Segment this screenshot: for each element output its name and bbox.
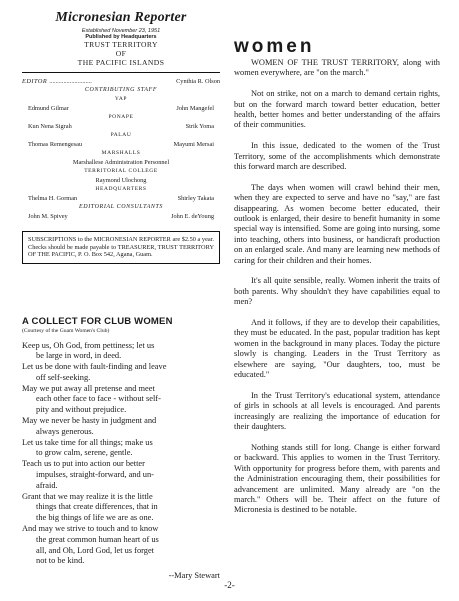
headquarters-names: [22, 194, 220, 203]
org-line-2: OF: [115, 49, 127, 58]
poem-line: things that create differences, that in: [36, 502, 158, 512]
article-body: [234, 58, 440, 516]
editor-row: [22, 77, 220, 86]
poem-line: afraid.: [36, 480, 58, 490]
poem-line: the great common human heart of us: [36, 534, 159, 544]
poem-line: each other face to face - without self-: [36, 394, 161, 404]
palau-name-left: Thomas Remengesau: [28, 141, 83, 148]
collect-title: A COLLECT FOR CLUB WOMEN: [22, 315, 173, 327]
article-paragraph: And it follows, if they are to develop their capabilities, they must be educated. In the past, popular tradition has kept women in the background in many places. Today the picture slowly is changing. Leaders in the Trust Territory as elsewhere are saying, "Our daughters, too, must be educated.": [234, 318, 440, 380]
consultants-names: [22, 212, 220, 221]
poem-line: Let us be done with fault-finding and leave: [22, 362, 167, 372]
article-title: women: [234, 36, 315, 57]
hq-name-right: Shirley Takata: [177, 195, 214, 202]
masthead-divider: [22, 72, 220, 73]
ponape-names: [22, 122, 220, 131]
editor-label: EDITOR: [22, 78, 48, 85]
headquarters-heading: HEADQUARTERS: [95, 186, 147, 192]
poem-line: Keep us, Oh God, from pettiness; let us: [22, 340, 155, 350]
established-line: Established November 23, 1951: [81, 28, 161, 34]
poem-line: Let us take time for all things; make us: [22, 437, 153, 447]
article-paragraph: In the Trust Territory's educational system, attendance of girls in schools at all levels is encouraged. And parents increasingly are realizing the importance of education for their daughters.: [234, 390, 440, 432]
poem-author: --Mary Stewart: [168, 571, 220, 581]
masthead-title: Micronesian Reporter: [55, 10, 187, 25]
contributing-staff-heading: CONTRIBUTING STAFF: [84, 87, 158, 93]
subscription-box: SUBSCRIPTIONS to the MICRONESIAN REPORTER are $2.50 a year. Checks should be made payable to TREASURER, TRUST TERRITORY OF THE PACIFIC, P. O. Box 542, Agana, Guam.: [22, 231, 220, 264]
article-paragraph: The days when women will crawl behind their men, when they are expected to serve and have no "say," are fast disappearing. As women become better educated, their outlook is enlarged, their desire to benefit humanity in some special way is intensified. Some are going into nursing, some into teaching, others into business, or handicraft production on an enlarged scale. And many are learning new methods of caring for their children and their homes.: [234, 182, 440, 265]
editor-dots: ...........................: [49, 78, 92, 85]
poem-line: And may we strive to touch and to know: [22, 524, 159, 534]
article-paragraph: Not on strike, not on a march to demand certain rights, but on the forward march toward better education, better health, better homes and better understanding of the affairs of their communities.: [234, 89, 440, 130]
palau-heading: PALAU: [110, 132, 132, 138]
marshalls-name: Marshallese Administration Personnel: [72, 159, 170, 166]
yap-names: [22, 104, 220, 113]
collect-courtesy: (Courtesy of the Guam Women's Club): [22, 327, 110, 334]
article-paragraph: WOMEN OF THE TRUST TERRITORY, along with women everywhere, are "on the march.": [234, 58, 440, 78]
yap-name-right: John Mangefel: [176, 105, 214, 112]
poem-line: to grow calm, serene, gentle.: [36, 448, 133, 458]
consultant-name-right: John E. deYoung: [171, 213, 214, 220]
org-line-3: THE PACIFIC ISLANDS: [77, 58, 165, 67]
poem-line: Teach us to put into action our better: [22, 459, 145, 469]
poem-line: pity and without prejudice.: [36, 405, 127, 415]
collect-poem: [22, 341, 220, 568]
yap-heading: YAP: [114, 96, 128, 102]
article-paragraph: It's all quite sensible, really. Women inherit the traits of both parents. Why shouldn't they have capabilities equal to men?: [234, 276, 440, 307]
hq-name-left: Thelma H. Gorman: [28, 195, 78, 202]
poem-line: May we put away all pretense and meet: [22, 383, 155, 393]
org-line-1: TRUST TERRITORY: [84, 40, 158, 49]
college-name: Raymond Ulochong: [95, 177, 147, 184]
poem-line: always generous.: [36, 426, 94, 436]
staff-box: [22, 77, 220, 221]
ponape-heading: PONAPE: [108, 114, 134, 120]
ponape-name-left: Kun Nena Sigrah: [28, 123, 72, 130]
published-by-line: Published by Headquarters: [85, 34, 157, 40]
consultant-name-left: John M. Spivey: [28, 213, 68, 220]
palau-name-right: Mayumi Mersai: [173, 141, 214, 148]
college-heading: TERRITORIAL COLLEGE: [84, 168, 158, 174]
editor-name: Cynthia R. Olson: [176, 78, 220, 85]
left-column: [22, 10, 220, 580]
article-paragraph: Nothing stands still for long. Change is either forward or backward. This applies to women in the Trust Territory. With opportunity for progress before them, with parents and the Administration encouraging them, their possibilities for advancement are unlimited. Many already are "on the march." Others will be. Their affect on the future of Micronesia is destined to be notable.: [234, 442, 440, 515]
ponape-name-right: Strik Yoma: [185, 123, 214, 130]
article-paragraph: In this issue, dedicated to the women of the Trust Territory, some of the accomplishments which demonstrate this forward march are described.: [234, 141, 440, 172]
marshalls-heading: MARSHALLS: [101, 150, 141, 156]
poem-line: impulses, straight-forward, and un-: [36, 470, 154, 480]
poem-line: not to be kind.: [36, 556, 85, 566]
poem-line: Grant that we may realize it is the little: [22, 491, 153, 501]
poem-line: all, and Oh, Lord God, let us forget: [36, 545, 155, 555]
poem-line: be large in word, in deed.: [36, 351, 122, 361]
poem-line: May we never be hasty in judgment and: [22, 416, 157, 426]
right-column: [234, 10, 440, 526]
yap-name-left: Edmund Gilmar: [28, 105, 69, 112]
poem-line: the big things of life we are as one.: [36, 513, 154, 523]
poem-line: off self-seeking.: [36, 372, 91, 382]
palau-names: [22, 140, 220, 149]
page-number: -2-: [224, 580, 235, 590]
consultants-heading: EDITORIAL CONSULTANTS: [79, 204, 163, 210]
